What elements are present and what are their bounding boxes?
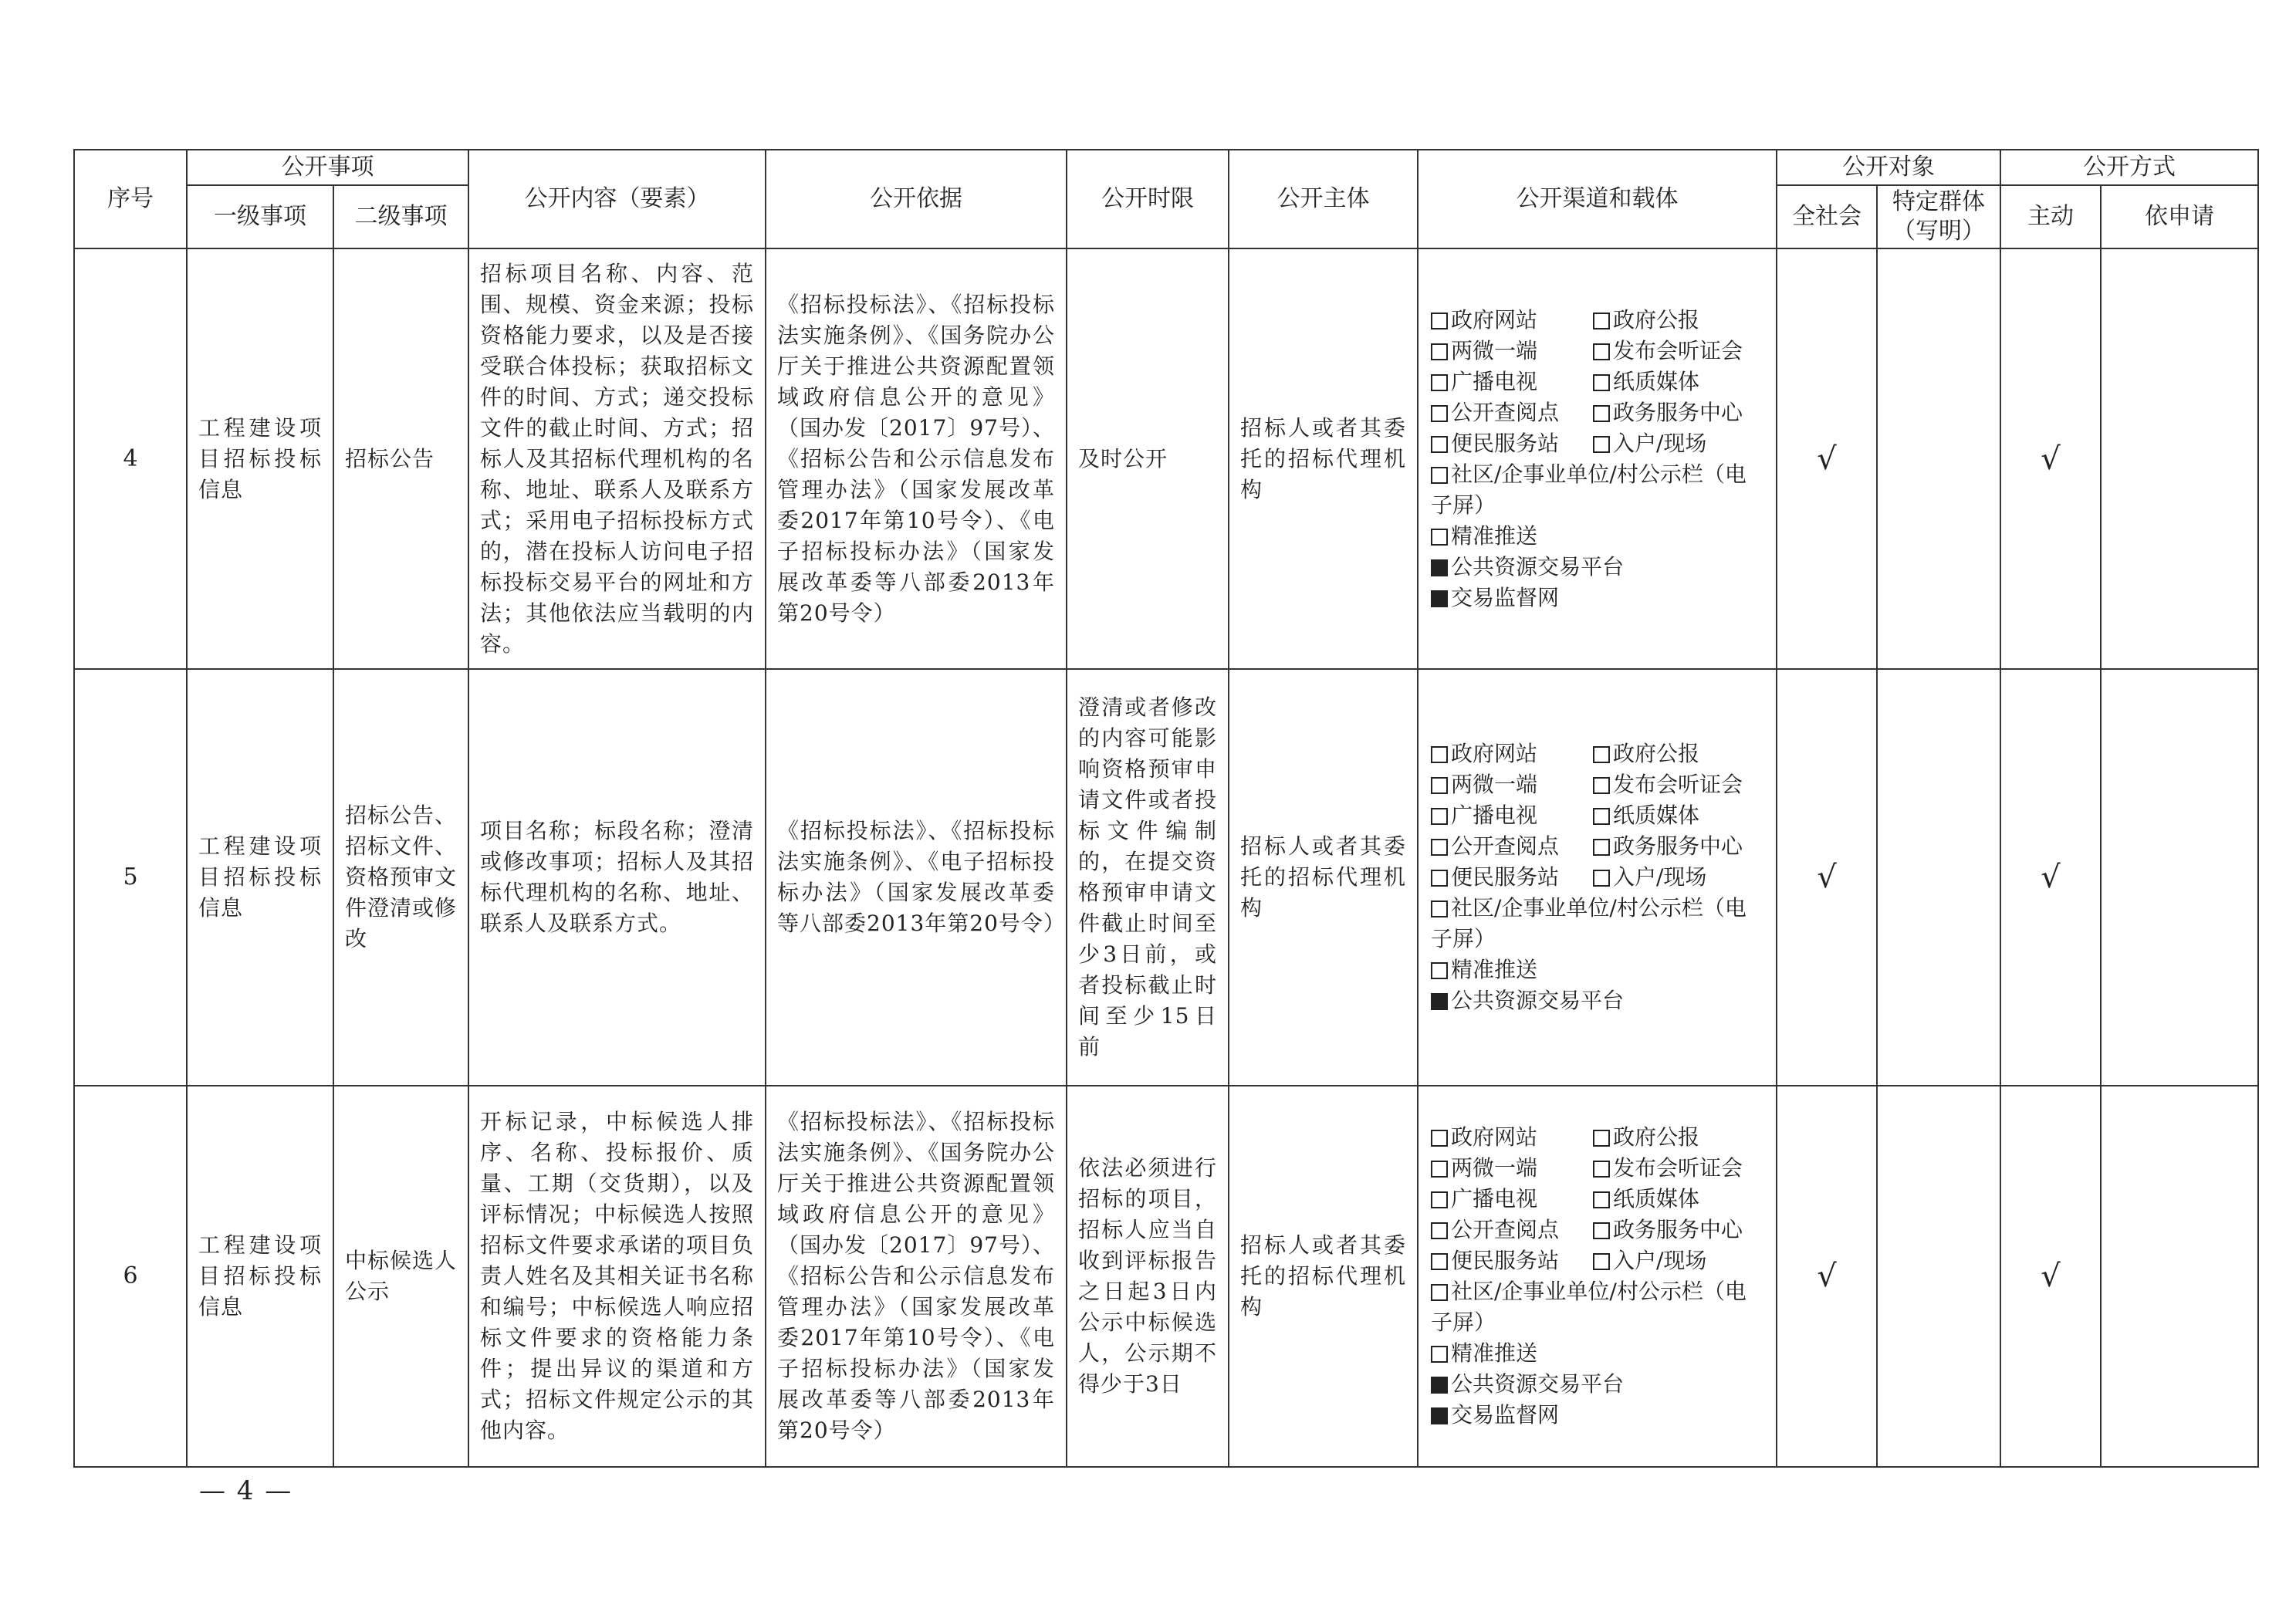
cell-on-request xyxy=(2101,248,2258,669)
channel-option-label: 公开查阅点 xyxy=(1451,399,1560,425)
cell-seq: 6 xyxy=(74,1086,187,1467)
channel-option-label: 政府公报 xyxy=(1613,306,1700,333)
empty-box-icon xyxy=(1593,436,1610,453)
channel-option-label: 公共资源交易平台 xyxy=(1451,553,1625,580)
channel-option xyxy=(1431,367,1593,397)
channel-option xyxy=(1431,985,1763,1016)
channel-option xyxy=(1431,1215,1593,1245)
channel-option xyxy=(1593,769,1755,800)
channel-option xyxy=(1593,1153,1755,1184)
empty-box-icon xyxy=(1593,1161,1610,1178)
channel-option xyxy=(1431,1122,1593,1153)
channel-option xyxy=(1431,831,1593,862)
channel-option-label: 政府网站 xyxy=(1451,1124,1538,1150)
channel-option xyxy=(1431,862,1593,893)
header-specific-group: 特定群体（写明） xyxy=(1877,185,2000,248)
cell-subject-text: 招标人或者其委托的招标代理机构 xyxy=(1240,833,1406,921)
channel-option xyxy=(1593,367,1755,397)
empty-box-icon xyxy=(1593,777,1610,794)
channel-option-label: 入户/现场 xyxy=(1613,430,1707,456)
channel-option xyxy=(1593,1245,1755,1276)
channel-option-label: 精准推送 xyxy=(1451,1340,1538,1366)
header-method-group: 公开方式 xyxy=(2000,150,2258,185)
channel-option xyxy=(1431,893,1763,955)
channel-row xyxy=(1431,336,1763,367)
channel-row xyxy=(1431,428,1763,459)
cell-on-request xyxy=(2101,1086,2258,1467)
cell-level1-text: 工程建设项目招标投标信息 xyxy=(198,833,322,921)
channel-option xyxy=(1431,1338,1763,1369)
empty-box-icon xyxy=(1593,313,1610,329)
channel-option-label: 便民服务站 xyxy=(1451,864,1560,890)
empty-box-icon xyxy=(1431,529,1448,546)
header-basis: 公开依据 xyxy=(766,150,1067,248)
channel-option-label: 入户/现场 xyxy=(1613,1248,1707,1273)
channel-option xyxy=(1431,1245,1593,1276)
empty-box-icon xyxy=(1431,808,1448,825)
empty-box-icon xyxy=(1593,343,1610,360)
channel-option-label: 政府公报 xyxy=(1613,741,1700,766)
channel-option-label: 精准推送 xyxy=(1451,522,1538,549)
header-audience-group: 公开对象 xyxy=(1777,150,2000,185)
cell-content xyxy=(468,1086,766,1467)
header-seq: 序号 xyxy=(74,150,187,248)
channel-row xyxy=(1431,831,1763,862)
cell-level2 xyxy=(333,1086,468,1467)
cell-time-limit xyxy=(1067,1086,1229,1467)
channel-option xyxy=(1593,1215,1755,1245)
channel-option-label: 政府公报 xyxy=(1613,1124,1700,1150)
empty-box-icon xyxy=(1593,1130,1610,1147)
channel-option-label: 公共资源交易平台 xyxy=(1451,988,1625,1013)
checked-box-icon xyxy=(1431,1407,1448,1424)
channel-option-label: 广播电视 xyxy=(1451,1186,1538,1211)
empty-box-icon xyxy=(1593,1253,1610,1270)
cell-time-limit xyxy=(1067,248,1229,669)
cell-active: √ xyxy=(2000,1086,2101,1467)
cell-time-limit-text: 及时公开 xyxy=(1078,445,1168,471)
empty-box-icon xyxy=(1431,1130,1448,1147)
channel-option xyxy=(1431,1184,1593,1215)
channel-option-label: 社区/企事业单位/村公示栏（电子屏） xyxy=(1431,1279,1747,1335)
channel-option-label: 交易监督网 xyxy=(1451,584,1560,610)
channel-option xyxy=(1431,769,1593,800)
channel-option-label: 纸质媒体 xyxy=(1613,368,1700,394)
empty-box-icon xyxy=(1431,777,1448,794)
cell-basis xyxy=(766,1086,1067,1467)
channel-option-label: 发布会听证会 xyxy=(1613,337,1743,363)
channel-option-label: 便民服务站 xyxy=(1451,1248,1560,1273)
cell-specific-group xyxy=(1877,669,2000,1086)
empty-box-icon xyxy=(1431,1191,1448,1208)
channel-option xyxy=(1431,305,1593,336)
channel-option-label: 社区/企事业单位/村公示栏（电子屏） xyxy=(1431,461,1747,518)
empty-box-icon xyxy=(1431,313,1448,329)
cell-active: √ xyxy=(2000,669,2101,1086)
channel-option-label: 发布会听证会 xyxy=(1613,772,1743,797)
header-level1: 一级事项 xyxy=(187,185,333,248)
empty-box-icon xyxy=(1431,1284,1448,1301)
channel-option xyxy=(1593,397,1755,428)
empty-box-icon xyxy=(1431,436,1448,453)
channel-option-label: 两微一端 xyxy=(1451,337,1538,363)
empty-box-icon xyxy=(1431,374,1448,391)
checked-box-icon xyxy=(1431,993,1448,1010)
channel-option-label: 发布会听证会 xyxy=(1613,1155,1743,1181)
channel-option xyxy=(1431,800,1593,831)
channel-option xyxy=(1593,336,1755,367)
channel-row xyxy=(1431,1184,1763,1215)
channel-option-label: 政府网站 xyxy=(1451,741,1538,766)
channel-option xyxy=(1431,955,1763,985)
header-items-group: 公开事项 xyxy=(187,150,468,185)
cell-basis-text: 《招标投标法》、《招标投标法实施条例》、《国务院办公厅关于推进公共资源配置领域政府信息公开的意见》（国办发〔2017〕97号）、《招标公告和公示信息发布管理办法》（国家发展改革委2017年第10号令）、《电子招标投标办法》（国家发展改革委等八部委2013年第20号令） xyxy=(777,1109,1055,1443)
cell-level1 xyxy=(187,248,333,669)
cell-channels xyxy=(1418,1086,1777,1467)
channel-option-label: 交易监督网 xyxy=(1451,1402,1560,1428)
empty-box-icon xyxy=(1593,374,1610,391)
channel-option xyxy=(1431,1276,1763,1338)
empty-box-icon xyxy=(1431,839,1448,856)
channel-row xyxy=(1431,1153,1763,1184)
cell-time-limit-text: 澄清或者修改的内容可能影响资格预审申请文件或者投标文件编制的，在提交资格预审申请文件截止时间至少3日前，或者投标截止时间至少15日前 xyxy=(1078,694,1217,1059)
cell-level1-text: 工程建设项目招标投标信息 xyxy=(198,414,322,502)
channel-option-label: 两微一端 xyxy=(1451,772,1538,797)
channel-option xyxy=(1593,1122,1755,1153)
cell-time-limit-text: 依法必须进行招标的项目，招标人应当自收到评标报告之日起3日内公示中标候选人，公示期不得少于3日 xyxy=(1078,1155,1217,1397)
channel-option-label: 政务服务中心 xyxy=(1613,399,1743,425)
channel-row xyxy=(1431,769,1763,800)
header-level2: 二级事项 xyxy=(333,185,468,248)
cell-level2 xyxy=(333,248,468,669)
cell-basis xyxy=(766,248,1067,669)
empty-box-icon xyxy=(1431,1253,1448,1270)
cell-subject xyxy=(1229,669,1418,1086)
channel-option-label: 精准推送 xyxy=(1451,957,1538,982)
cell-all-society: √ xyxy=(1777,1086,1877,1467)
empty-box-icon xyxy=(1593,870,1610,887)
cell-time-limit xyxy=(1067,669,1229,1086)
cell-subject xyxy=(1229,1086,1418,1467)
channel-row xyxy=(1431,1122,1763,1153)
channel-option xyxy=(1431,459,1763,521)
cell-level2-text: 中标候选人公示 xyxy=(345,1248,458,1304)
channel-option xyxy=(1593,305,1755,336)
channel-option-label: 便民服务站 xyxy=(1451,430,1560,456)
channel-row xyxy=(1431,800,1763,831)
header-content: 公开内容（要素） xyxy=(468,150,766,248)
cell-basis-text: 《招标投标法》、《招标投标法实施条例》、《国务院办公厅关于推进公共资源配置领域政府信息公开的意见》（国办发〔2017〕97号）、《招标公告和公示信息发布管理办法》（国家发展改革委2017年第10号令）、《电子招标投标办法》（国家发展改革委等八部委2013年第20号令） xyxy=(777,291,1055,626)
checked-box-icon xyxy=(1431,559,1448,576)
table-row xyxy=(74,248,2258,669)
cell-subject-text: 招标人或者其委托的招标代理机构 xyxy=(1240,1232,1406,1320)
channel-option-label: 广播电视 xyxy=(1451,803,1538,828)
cell-all-society: √ xyxy=(1777,669,1877,1086)
channel-option xyxy=(1593,800,1755,831)
channel-list xyxy=(1419,738,1776,1016)
empty-box-icon xyxy=(1593,839,1610,856)
empty-box-icon xyxy=(1431,467,1448,484)
cell-level2-text: 招标公告 xyxy=(345,445,435,471)
channel-option-label: 公开查阅点 xyxy=(1451,833,1560,859)
header-active: 主动 xyxy=(2000,185,2101,248)
empty-box-icon xyxy=(1431,746,1448,763)
cell-level1-text: 工程建设项目招标投标信息 xyxy=(198,1232,322,1320)
channel-option xyxy=(1431,521,1763,552)
header-channels: 公开渠道和载体 xyxy=(1418,150,1777,248)
channel-option-label: 政务服务中心 xyxy=(1613,833,1743,859)
table-row xyxy=(74,669,2258,1086)
cell-basis-text: 《招标投标法》、《招标投标法实施条例》、《电子招标投标办法》（国家发展改革委等八部委2013年第20号令） xyxy=(777,818,1066,936)
channel-option xyxy=(1593,862,1755,893)
empty-box-icon xyxy=(1431,1161,1448,1178)
cell-active: √ xyxy=(2000,248,2101,669)
empty-box-icon xyxy=(1431,901,1448,917)
channel-option xyxy=(1431,583,1763,613)
empty-box-icon xyxy=(1593,808,1610,825)
cell-specific-group xyxy=(1877,1086,2000,1467)
channel-option-label: 两微一端 xyxy=(1451,1155,1538,1181)
empty-box-icon xyxy=(1593,1191,1610,1208)
channel-option-label: 广播电视 xyxy=(1451,368,1538,394)
channel-row xyxy=(1431,367,1763,397)
channel-option xyxy=(1431,552,1763,583)
channel-option-label: 入户/现场 xyxy=(1613,864,1707,890)
channel-option xyxy=(1593,1184,1755,1215)
header-subject: 公开主体 xyxy=(1229,150,1418,248)
channel-option-label: 公共资源交易平台 xyxy=(1451,1371,1625,1397)
cell-subject xyxy=(1229,248,1418,669)
cell-level2-text: 招标公告、招标文件、资格预审文件澄清或修改 xyxy=(345,803,458,951)
cell-level1 xyxy=(187,669,333,1086)
channel-option xyxy=(1593,428,1755,459)
channel-option xyxy=(1431,336,1593,367)
cell-content-text: 招标项目名称、内容、范围、规模、资金来源；投标资格能力要求，以及是否接受联合体投标；获取招标文件的时间、方式；递交投标文件的截止时间、方式；招标人及其招标代理机构的名称、地址、联系人及联系方式；采用电子招标投标方式的，潜在投标人访问电子招标投标交易平台的网址和方法；其他依法应当载明的内容。 xyxy=(480,260,754,657)
channel-row xyxy=(1431,397,1763,428)
checked-box-icon xyxy=(1431,1377,1448,1394)
header-time-limit: 公开时限 xyxy=(1067,150,1229,248)
channel-option xyxy=(1431,738,1593,769)
cell-seq: 4 xyxy=(74,248,187,669)
header-all-society: 全社会 xyxy=(1777,185,1877,248)
cell-specific-group xyxy=(1877,248,2000,669)
cell-content xyxy=(468,248,766,669)
cell-level2 xyxy=(333,669,468,1086)
cell-seq: 5 xyxy=(74,669,187,1086)
channel-option-label: 公开查阅点 xyxy=(1451,1217,1560,1242)
cell-channels xyxy=(1418,669,1777,1086)
channel-list xyxy=(1419,305,1776,613)
header-on-request: 依申请 xyxy=(2101,185,2258,248)
channel-option xyxy=(1431,1153,1593,1184)
cell-content-text: 开标记录，中标候选人排序、名称、投标报价、质量、工期（交货期），以及评标情况；中标候选人按照招标文件要求承诺的项目负责人姓名及其相关证书名称和编号；中标候选人响应招标文件要求的资格能力条件；提出异议的渠道和方式；招标文件规定公示的其他内容。 xyxy=(480,1109,754,1443)
cell-all-society: √ xyxy=(1777,248,1877,669)
cell-on-request xyxy=(2101,669,2258,1086)
channel-option-label: 政务服务中心 xyxy=(1613,1217,1743,1242)
cell-content-text: 项目名称；标段名称；澄清或修改事项；招标人及其招标代理机构的名称、地址、联系人及联系方式。 xyxy=(480,818,754,936)
table-row xyxy=(74,1086,2258,1467)
channel-row xyxy=(1431,1245,1763,1276)
channel-option-label: 纸质媒体 xyxy=(1613,1186,1700,1211)
empty-box-icon xyxy=(1431,962,1448,979)
channel-list xyxy=(1419,1122,1776,1431)
empty-box-icon xyxy=(1431,1222,1448,1239)
channel-option xyxy=(1431,1400,1763,1431)
cell-subject-text: 招标人或者其委托的招标代理机构 xyxy=(1240,414,1406,502)
channel-option xyxy=(1431,428,1593,459)
channel-option-label: 政府网站 xyxy=(1451,306,1538,333)
channel-option-label: 纸质媒体 xyxy=(1613,803,1700,828)
empty-box-icon xyxy=(1431,405,1448,422)
cell-basis xyxy=(766,669,1067,1086)
cell-content xyxy=(468,669,766,1086)
empty-box-icon xyxy=(1593,405,1610,422)
channel-option-label: 社区/企事业单位/村公示栏（电子屏） xyxy=(1431,895,1747,951)
checked-box-icon xyxy=(1431,590,1448,607)
empty-box-icon xyxy=(1431,870,1448,887)
empty-box-icon xyxy=(1431,343,1448,360)
channel-row xyxy=(1431,862,1763,893)
channel-row xyxy=(1431,1215,1763,1245)
disclosure-table xyxy=(73,149,2259,1468)
channel-option xyxy=(1431,397,1593,428)
channel-row xyxy=(1431,738,1763,769)
empty-box-icon xyxy=(1593,1222,1610,1239)
channel-row xyxy=(1431,305,1763,336)
empty-box-icon xyxy=(1431,1346,1448,1363)
page-number: — 4 — xyxy=(199,1475,293,1506)
cell-channels xyxy=(1418,248,1777,669)
channel-option xyxy=(1431,1369,1763,1400)
cell-level1 xyxy=(187,1086,333,1467)
empty-box-icon xyxy=(1593,746,1610,763)
channel-option xyxy=(1593,831,1755,862)
channel-option xyxy=(1593,738,1755,769)
